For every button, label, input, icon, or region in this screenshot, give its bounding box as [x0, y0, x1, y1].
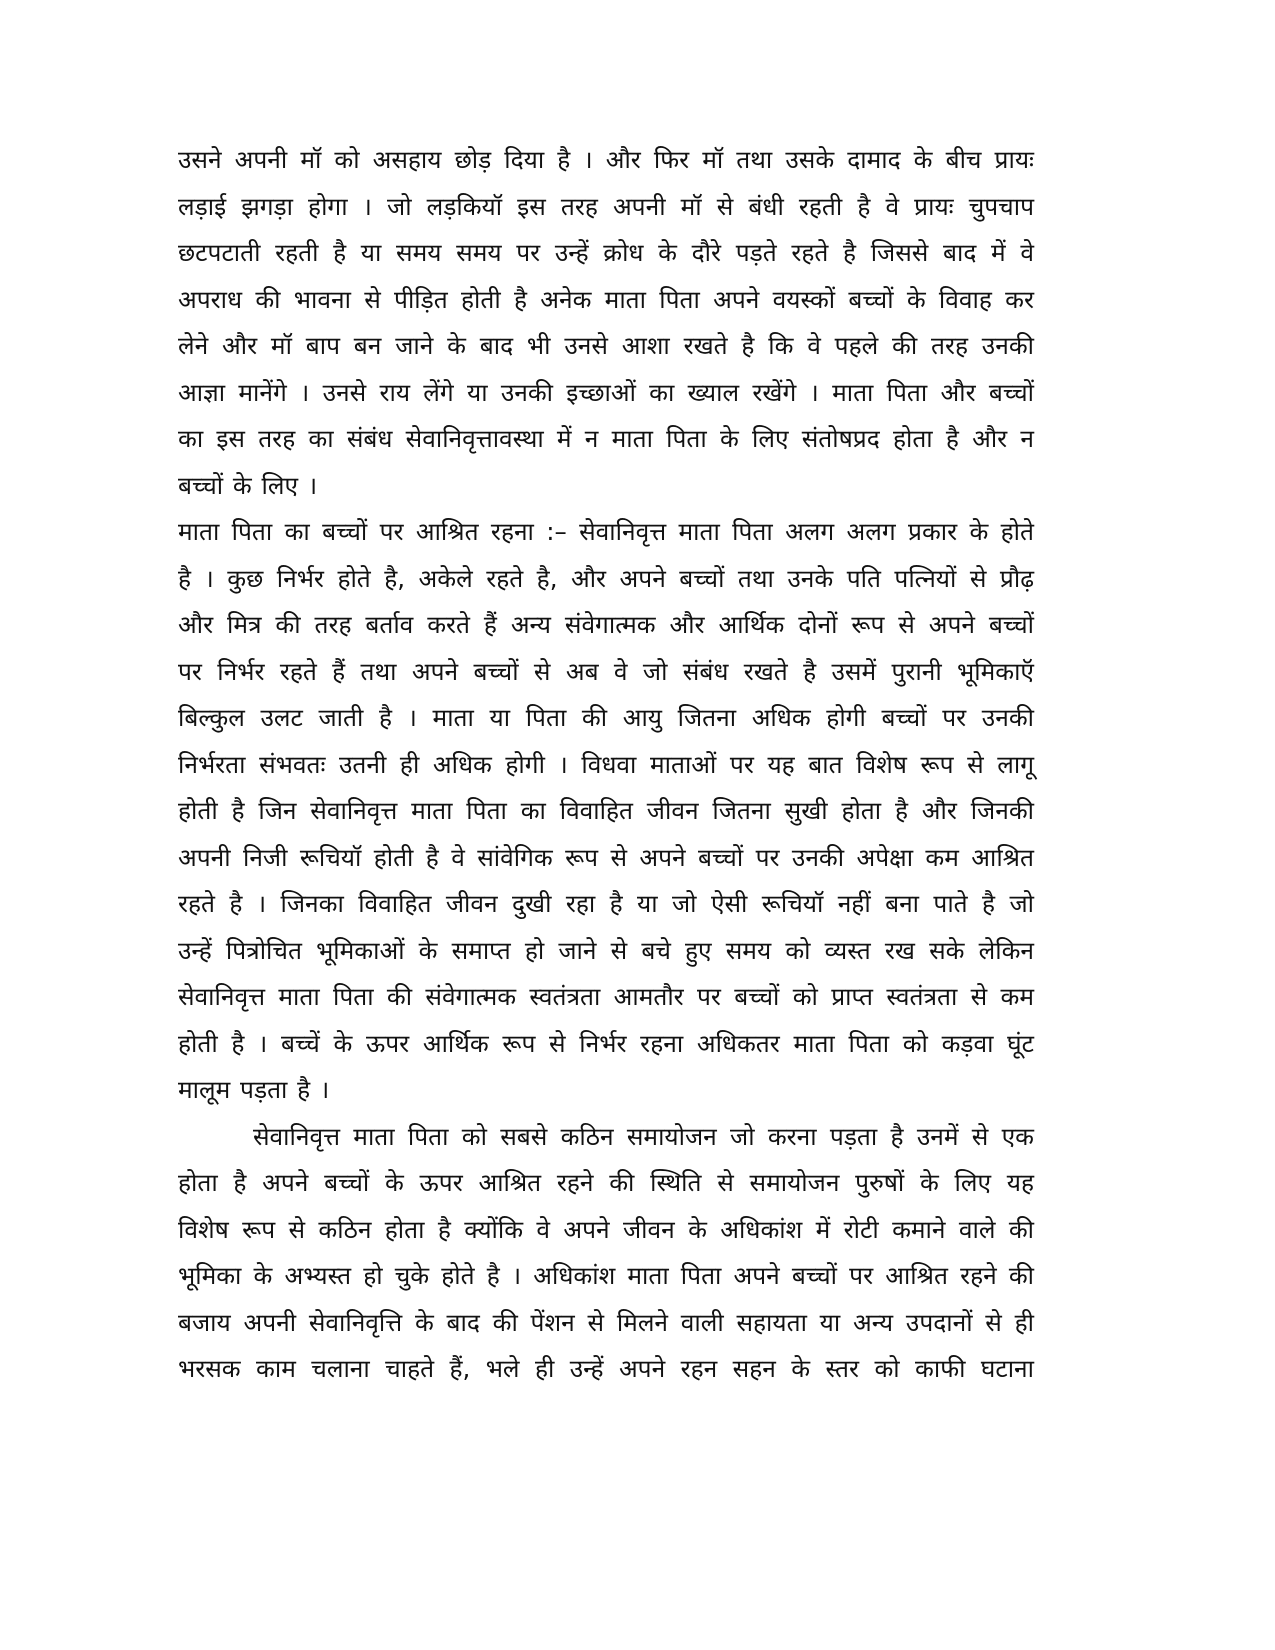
text-line: उसने अपनी मॉ को असहाय छोड़ दिया है । और फिर मॉ तथा उसके दामाद के बीच प्रायः [178, 145, 1034, 174]
text-line: और मित्र की तरह बर्ताव करते हैं अन्य संवेगात्मक और आर्थिक दोनों रूप से अपने बच्चों [178, 610, 1034, 639]
text-line: का इस तरह का संबंध सेवानिवृत्तावस्था में न माता पिता के लिए संतोषप्रद होता है और न [178, 424, 1034, 453]
text-line: लेने और मॉ बाप बन जाने के बाद भी उनसे आशा रखते है कि वे पहले की तरह उनकी [178, 331, 1034, 360]
body-text [178, 137, 1034, 1393]
text-line: विशेष रूप से कठिन होता है क्योंकि वे अपने जीवन के अधिकांश में रोटी कमाने वाले की [178, 1214, 1034, 1244]
text-line: लड़ाई झगड़ा होगा । जो लड़कियॉ इस तरह अपनी मॉ से बंधी रहती है वे प्रायः चुपचाप [178, 191, 1034, 221]
paragraph-end-line: मालूम पड़ता है । [178, 1075, 330, 1104]
text-line: अपराध की भावना से पीड़ित होती है अनेक माता पिता अपने वयस्कों बच्चों के विवाह कर [178, 284, 1034, 314]
text-line: पर निर्भर रहते हैं तथा अपने बच्चों से अब वे जो संबंध रखते है उसमें पुरानी भूमिकाऍ [178, 656, 1034, 686]
text-line: रहते है । जिनका विवाहित जीवन दुखी रहा है या जो ऐसी रूचियॉ नहीं बना पाते है जो [178, 889, 1034, 918]
text-line: भूमिका के अभ्यस्त हो चुके होते है । अधिकांश माता पिता अपने बच्चों पर आश्रित रहने की [178, 1261, 1034, 1290]
text-line: होती है । बच्चें के ऊपर आर्थिक रूप से निर्भर रहना अधिकतर माता पिता को कड़वा घूंट [178, 1028, 1034, 1058]
text-line: होता है अपने बच्चों के ऊपर आश्रित रहने की स्थिति से समायोजन पुरुषों के लिए यह [178, 1168, 1034, 1197]
text-line: होती है जिन सेवानिवृत्त माता पिता का विवाहित जीवन जितना सुखी होता है और जिनकी [178, 796, 1034, 825]
text-line: उन्हें पित्रोचित भूमिकाओं के समाप्त हो जाने से बचे हुए समय को व्यस्त रख सके लेकिन [178, 935, 1034, 965]
text-line: छटपटाती रहती है या समय समय पर उन्हें क्रोध के दौरे पड़ते रहते है जिससे बाद में वे [178, 238, 1034, 267]
text-line: बिल्कुल उलट जाती है । माता या पिता की आयु जितना अधिक होगी बच्चों पर उनकी [178, 703, 1034, 732]
text-line: निर्भरता संभवतः उतनी ही अधिक होगी । विधवा माताओं पर यह बात विशेष रूप से लागू [178, 749, 1034, 779]
text-line: बजाय अपनी सेवानिवृत्ति के बाद की पेंशन से मिलने वाली सहायता या अन्य उपदानों से ही [178, 1307, 1034, 1337]
section-heading-line: माता पिता का बच्चों पर आश्रित रहना :– सेवानिवृत्त माता पिता अलग अलग प्रकार के होते [178, 517, 1034, 546]
text-line: भरसक काम चलाना चाहते हैं, भले ही उन्हें अपने रहन सहन के स्तर को काफी घटाना [178, 1354, 1034, 1383]
text-line: आज्ञा मानेंगे । उनसे राय लेंगे या उनकी इच्छाओं का ख्याल रखेंगे । माता पिता और बच्चों [178, 377, 1034, 407]
text-line: है । कुछ निर्भर होते है, अकेले रहते है, और अपने बच्चों तथा उनके पति पत्नियों से प्रौढ़ [178, 563, 1034, 593]
paragraph-start-line: सेवानिवृत्त माता पिता को सबसे कठिन समायोजन जो करना पड़ता है उनमें से एक [253, 1121, 1034, 1151]
text-line: अपनी निजी रूचियॉ होती है वे सांवेगिक रूप से अपने बच्चों पर उनकी अपेक्षा कम आश्रित [178, 842, 1034, 872]
text-line: सेवानिवृत्त माता पिता की संवेगात्मक स्वतंत्रता आमतौर पर बच्चों को प्राप्त स्वतंत्रता से कम [178, 982, 1034, 1011]
paragraph-end-line: बच्चों के लिए । [178, 470, 318, 500]
